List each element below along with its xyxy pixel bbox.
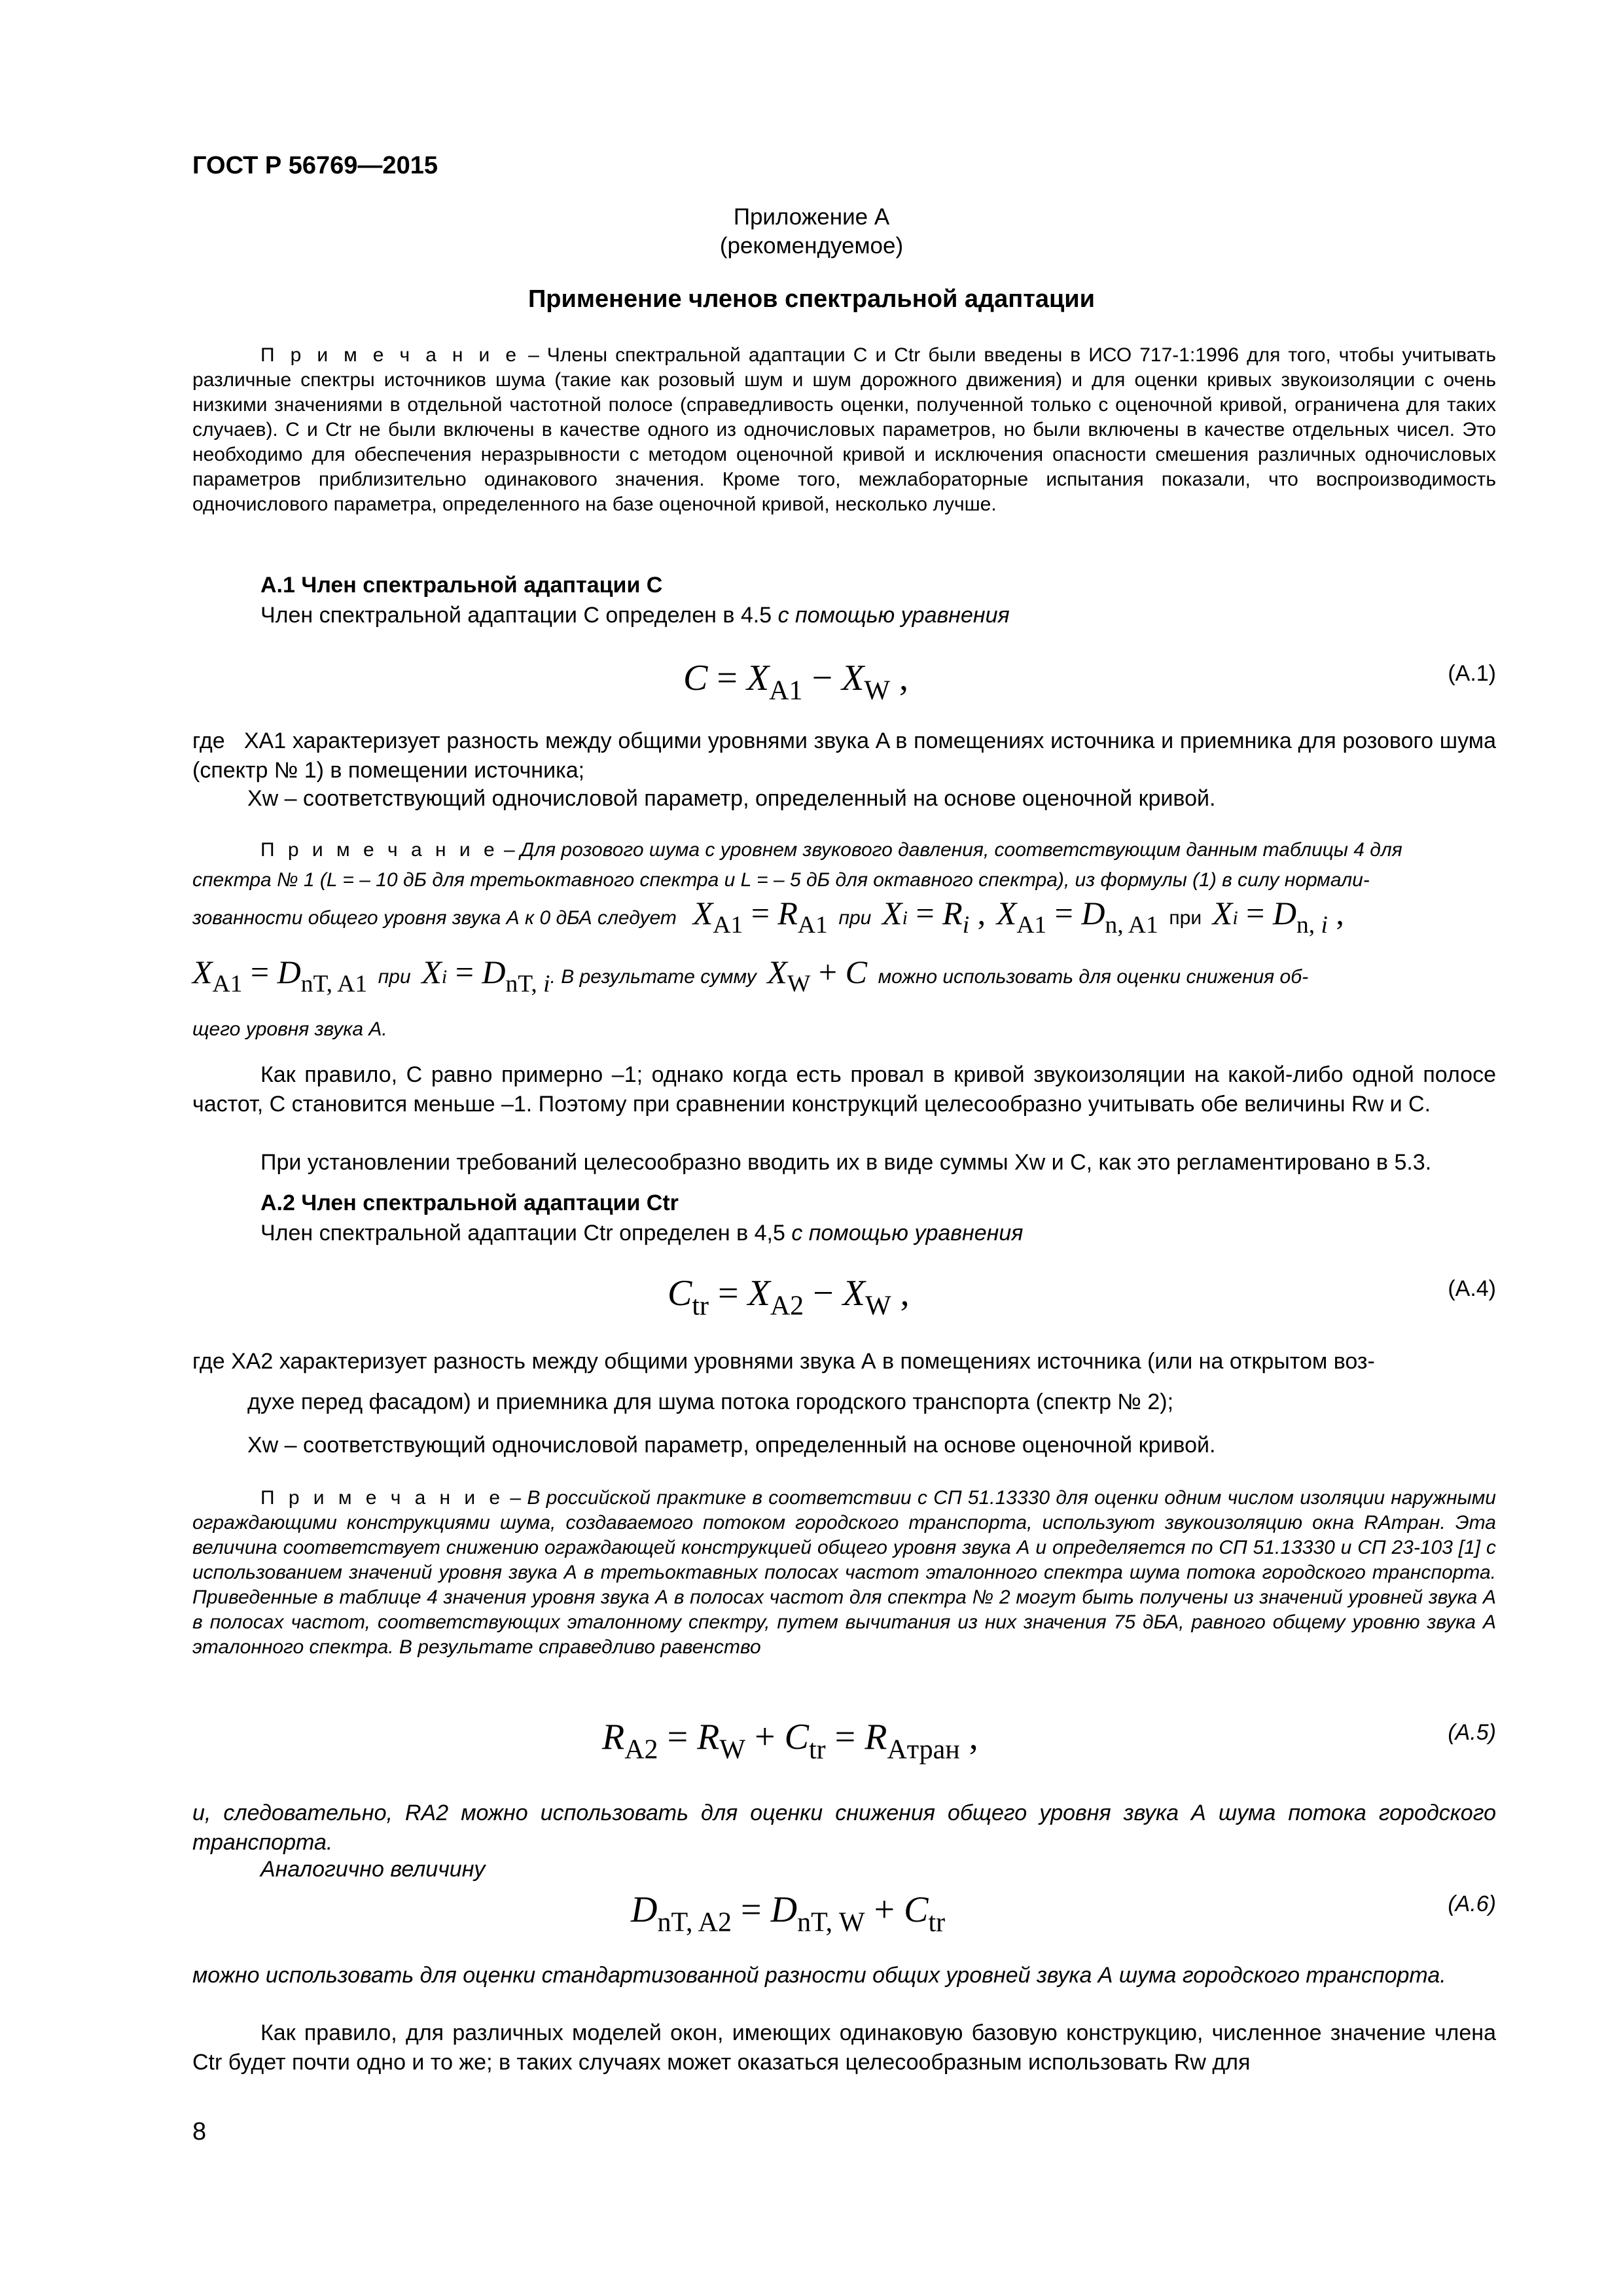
paragraph-4: Аналогично величину [260, 1857, 486, 1882]
note-2-line-2: спектра № 1 (L = – 10 дБ для третьоктавного спектра и L = – 5 дБ для октавного спектра), из формулы (1) в силу нормали- [192, 869, 1370, 891]
note-2-line-3: зованности общего уровня звука А к 0 дБА следует $X_{A1} = R_{A1}$ при $Xi = R_i$ , $X_{A1} = D_{n, A1}$ при $Xi = D_{n, i}$ , [192, 895, 1344, 939]
document-code-header: ГОСТ Р 56769—2015 [192, 152, 438, 179]
where-xa2-line-1: где XA2 характеризует разность между общими уровнями звука А в помещениях источника (или на открытом воз- [192, 1349, 1375, 1374]
equation-a1-number: (А.1) [1448, 661, 1496, 686]
equation-a4: $C_{tr} = X_{A2} - X_W$ , [668, 1273, 910, 1321]
page-number: 8 [192, 2118, 207, 2145]
paragraph-3: и, следовательно, RA2 можно использовать для оценки снижения общего уровня звука А шума потока городского транспорта. [192, 1801, 1496, 1855]
section-a1-intro: Член спектральной адаптации C определен в 4.5 с помощью уравнения [260, 603, 1010, 628]
appendix-title: Применение членов спектральной адаптации [527, 285, 1096, 313]
note-2-line-5: щего уровня звука А. [192, 1018, 387, 1040]
note-1-text: – Члены спектральной адаптации C и Ctr были введены в ИСО 717-1:1996 для того, чтобы учитывать различные спектры источников шума (такие как розовый шум и шум дорожного движения) и для оценки кривых звукоизоляции с очень низкими значениями в отдельной частотной полосе (справедливость оценки, полученной только с оценочной кривой, ограничена для таких случаев). C и Ctr не были включены в качестве одного из одночисловых параметров, но были включены в качестве отдельных чисел. Это необходимо для обеспечения неразрывности с методом оценочной кривой и исключения опасности смешения различных одночисловых параметров приблизительно одинакового значения. Кроме того, межлабораторные испытания показали, что воспроизводимость одночислового параметра, определенного на базе оценочной кривой, несколько лучше. [192, 344, 1497, 515]
where-xa1: где XA1 характеризует разность между общими уровнями звука A в помещениях источника и приемника для розового шума (спектр № 1) в помещении источника; [192, 728, 1496, 783]
appendix-status: (рекомендуемое) [719, 233, 904, 259]
note-1-prefix: П р и м е ч а н и е [260, 344, 521, 366]
section-a2-intro: Член спектральной адаптации Ctr определен в 4,5 с помощью уравнения [260, 1221, 1024, 1246]
where-xa2-line-2: духе перед фасадом) и приемника для шума потока городского транспорта (спектр № 2); [247, 1390, 1174, 1414]
where-xw-a2: Xw – соответствующий одночисловой параметр, определенный на основе оценочной кривой. [247, 1433, 1216, 1458]
where-xw-a1: Xw – соответствующий одночисловой параметр, определенный на основе оценочной кривой. [247, 786, 1216, 811]
equation-a1: $C = X_{A1} - X_W$ , [683, 658, 908, 706]
paragraph-6: Как правило, для различных моделей окон, имеющих одинаковую базовую конструкцию, численное значение члена Ctr будет почти одно и то же; в таких случаях может оказаться целесообразным использовать Rw для [192, 2020, 1496, 2075]
note-3: П р и м е ч а н и е – В российской практике в соответствии с СП 51.13330 для оценки одним числом изоляции наружными ограждающими конструкциями шума, создаваемого потоком городского транспорта, используют звукоизоляцию окна RAтран. Эта величина соответствует снижению ограждающей конструкцией общего уровня звука А и определяется по СП 51.13330 и СП 23-103 [1] с использованием значений уровня звука А в третьоктавных полосах частот эталонного спектра шума потока городского транспорта. Приведенные в таблице 4 значения уровня звука А в полосах частот для спектра № 2 могут быть получены из значений уровней звука А в полосах частот, соответствующих эталонному спектру, путем вычитания из них значения 75 дБА, равного общему уровню звука А эталонного спектра. В результате справедливо равенство [192, 1487, 1496, 1658]
appendix-label: Приложение А [733, 204, 890, 230]
note-1 [192, 343, 1496, 517]
paragraph-5: можно использовать для оценки стандартизованной разности общих уровней звука А шума городского транспорта. [192, 1963, 1446, 1988]
equation-a4-number: (А.4) [1448, 1276, 1496, 1301]
section-a1-heading: А.1 Член спектральной адаптации C [260, 573, 663, 598]
paragraph-1: Как правило, C равно примерно –1; однако когда есть провал в кривой звукоизоляции на какой-либо одной полосе частот, C становится меньше –1. Поэтому при сравнении конструкций целесообразно учитывать обе величины Rw и C. [192, 1062, 1496, 1117]
note-2-line-4: $X_{A1} = D_{nT, A1}$ при $Xi = D_{nT, i}$. В результате сумму $X_W + C$ можно использовать для оценки снижения об- [192, 954, 1309, 998]
equation-a6: $D_{nT, A2} = D_{nT, W} + C_{tr}$ [631, 1890, 946, 1938]
equation-a5-number: (А.5) [1448, 1720, 1496, 1745]
section-a2-heading: А.2 Член спектральной адаптации Ctr [260, 1191, 679, 1215]
paragraph-2: При установлении требований целесообразно вводить их в виде суммы Xw и C, как это регламентировано в 5.3. [260, 1150, 1432, 1175]
note-2-line-1: П р и м е ч а н и е – Для розового шума с уровнем звукового давления, соответствующим данным таблицы 4 для [260, 839, 1402, 861]
equation-a5: $R_{A2} = R_W + C_{tr} = R_{Aтран}$ , [602, 1717, 978, 1765]
equation-a6-number: (А.6) [1448, 1892, 1496, 1916]
